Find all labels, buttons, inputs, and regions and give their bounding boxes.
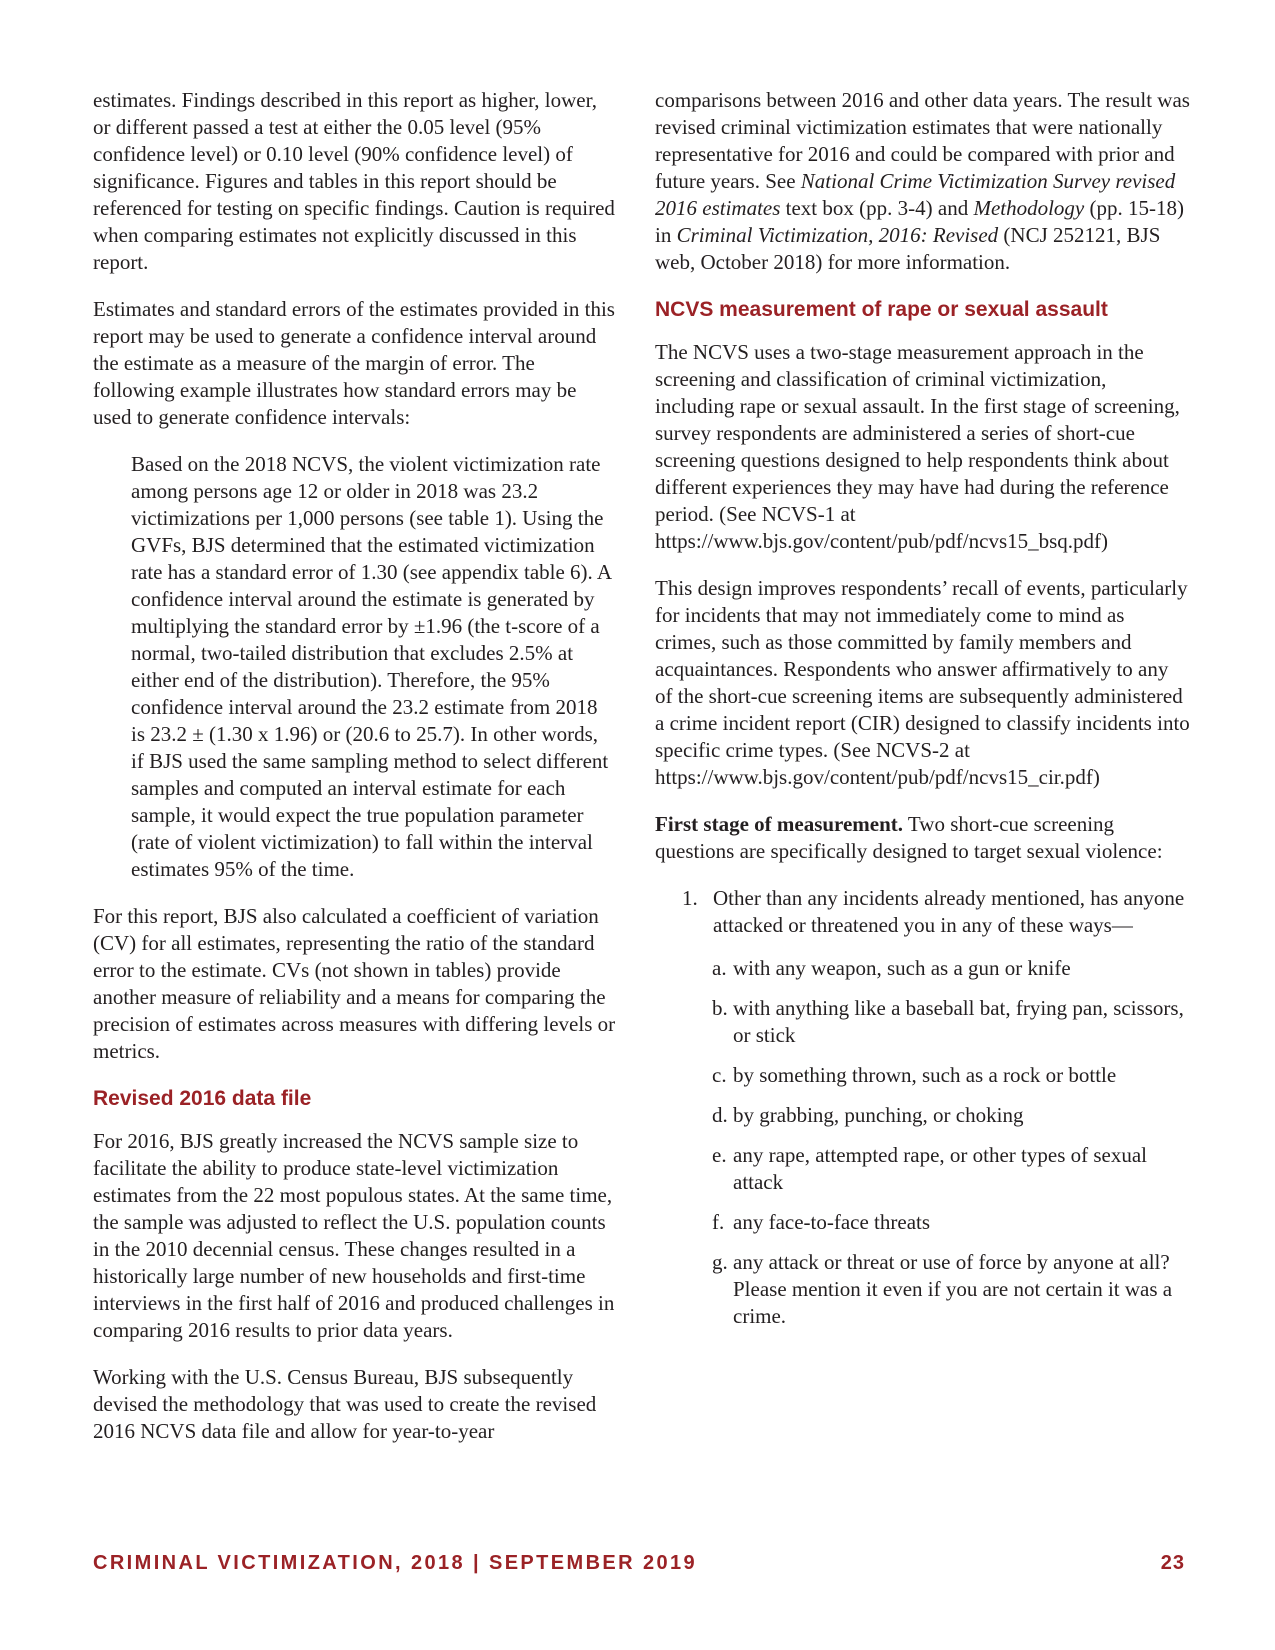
page-number: 23 <box>1160 1552 1185 1574</box>
paragraph-census-bureau: Working with the U.S. Census Bureau, BJS subsequently devised the methodology that was used to create the revised 2016 NCVS data file and allow for year-to-year <box>93 1365 597 1443</box>
list-item: g. any attack or threat or use of force by anyone at all? Please mention it even if you are not certain it was a crime. <box>712 1250 1173 1328</box>
right-column <box>655 87 1190 1343</box>
screening-questions-list <box>655 885 1190 939</box>
paragraph-first-stage: First stage of measurement. Two short-cue screening questions are specifically designed to target sexual violence: <box>655 812 1163 863</box>
question-text: Other than any incidents already mentioned, has anyone attacked or threatened you in any of these ways— <box>713 886 1185 937</box>
list-item: d. by grabbing, punching, or choking <box>712 1103 1024 1127</box>
list-item: b. with anything like a baseball bat, frying pan, scissors, or stick <box>712 996 1184 1047</box>
list-item: c. by something thrown, such as a rock or bottle <box>712 1063 1117 1087</box>
paragraph-coefficient-of-variation: For this report, BJS also calculated a coefficient of variation (CV) for all estimates, representing the ratio of the standard error to the estimate. CVs (not shown in tables) provide another measure of reliability and a means for comparing the precision of estimates across measures with differing levels or metrics. <box>93 904 616 1063</box>
confidence-interval-example: Based on the 2018 NCVS, the violent victimization rate among persons age 12 or older in 2018 was 23.2 victimizations per 1,000 persons (see table 1). Using the GVFs, BJS determined that the estimated victimization rate has a standard error of 1.30 (see appendix table 6). A confidence interval around the estimate is generated by multiplying the standard error by ±1.96 (the t-score of a normal, two-tailed distribution that excludes 2.5% at either end of the distribution). Therefore, the 95% confidence interval around the 23.2 estimate from 2018 is 23.2 ± (1.30 x 1.96) or (20.6 to 25.7). In other words, if BJS used the same sampling method to select different samples and computed an interval estimate for each sample, it would expect the true population parameter (rate of violent victimization) to fall within the interval estimates 95% of the time. <box>131 452 611 881</box>
citation-title: Methodology <box>973 196 1085 220</box>
list-item: e. any rape, attempted rape, or other types of sexual attack <box>712 1143 1148 1194</box>
paragraph-design-improves-recall: This design improves respondents’ recall of events, particularly for incidents that may not immediately come to mind as crimes, such as those committed by family members and acquaintances. Respondents who answer affirmatively to any of the short-cue screening items are subsequently administered a crime incident report (CIR) designed to classify incidents into specific crime types. (See NCVS-2 at https://www.bjs.gov/content/pub/pdf/ncvs15_cir.pdf) <box>655 576 1190 789</box>
screening-question-1 <box>655 885 1190 939</box>
heading-revised-2016-data-file: Revised 2016 data file <box>93 1087 312 1110</box>
paragraph-comparisons: comparisons between 2016 and other data years. The result was revised criminal victimization estimates that were nationally representative for 2016 and could be compared with prior and future years. See National Crime Victimization Survey revised 2016 estimates text box (pp. 3-4) and Methodology (pp. 15-18) in Criminal Victimization, 2016: Revised (NCJ 252121, BJS web, October 2018) for more information. <box>655 88 1190 274</box>
citation-title: National Crime Victimization Survey revised 2016 estimates <box>655 169 1176 220</box>
list-item: f. any face-to-face threats <box>712 1210 931 1234</box>
paragraph-significance: estimates. Findings described in this report as higher, lower, or different passed a test at either the 0.05 level (95% confidence level) or 0.10 level (90% confidence level) of significance. Figures and tables in this report should be referenced for testing on specific findings. Caution is required when comparing estimates not explicitly discussed in this report. <box>93 88 615 274</box>
page-footer <box>93 1552 1185 1582</box>
run-in-heading: First stage of measurement. <box>655 812 904 836</box>
list-item: a. with any weapon, such as a gun or knife <box>712 956 1071 980</box>
question-number: 1. <box>682 886 698 910</box>
paragraph-two-stage-approach: The NCVS uses a two-stage measurement approach in the screening and classification of criminal victimization, including rape or sexual assault. In the first stage of screening, survey respondents are administered a series of short-cue screening questions designed to help respondents think about different experiences they may have had during the reference period. (See NCVS-1 at https://www.bjs.gov/content/pub/pdf/ncvs15_bsq.pdf) <box>655 340 1180 553</box>
heading-ncvs-measurement: NCVS measurement of rape or sexual assault <box>655 298 1108 321</box>
footer-report-title: CRIMINAL VICTIMIZATION, 2018 | SEPTEMBER 2019 <box>93 1552 698 1574</box>
left-column <box>93 87 616 1465</box>
paragraph-2016-sample: For 2016, BJS greatly increased the NCVS sample size to facilitate the ability to produce state-level victimization estimates from the 22 most populous states. At the same time, the sample was adjusted to reflect the U.S. population counts in the 2010 decennial census. These changes resulted in a historically large number of new households and first-time interviews in the first half of 2016 and produced challenges in comparing 2016 results to prior data years. <box>93 1129 615 1342</box>
citation-title: Criminal Victimization, 2016: Revised <box>676 223 999 247</box>
paragraph-standard-errors: Estimates and standard errors of the estimates provided in this report may be used to generate a confidence interval around the estimate as a measure of the margin of error. The following example illustrates how standard errors may be used to generate confidence intervals: <box>93 297 615 429</box>
screening-sub-items <box>655 955 1190 1330</box>
